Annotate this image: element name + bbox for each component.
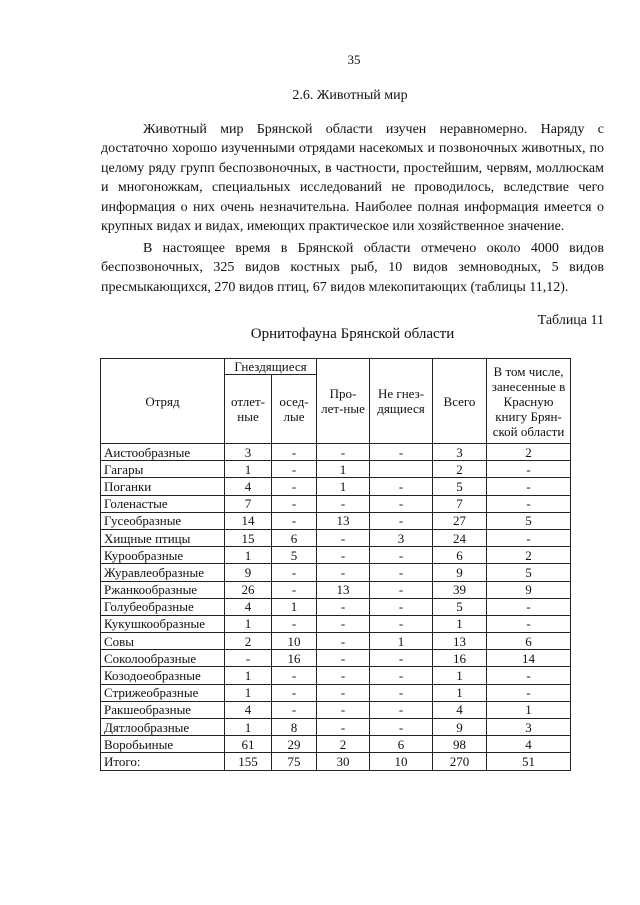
header-sedentary: осед-лые	[272, 375, 317, 444]
value-cell: -	[272, 667, 317, 684]
value-cell: 26	[225, 581, 272, 598]
value-cell: -	[317, 719, 370, 736]
value-cell: 3	[487, 719, 571, 736]
table-row	[101, 529, 571, 546]
table-row	[101, 547, 571, 564]
table-row	[101, 495, 571, 512]
value-cell: -	[487, 684, 571, 701]
value-cell: 1	[225, 719, 272, 736]
value-cell: -	[370, 650, 433, 667]
value-cell: 27	[433, 512, 487, 529]
value-cell: -	[370, 581, 433, 598]
value-cell: -	[272, 495, 317, 512]
value-cell: 4	[225, 598, 272, 615]
table-row	[101, 667, 571, 684]
value-cell: -	[272, 615, 317, 632]
value-cell	[370, 461, 433, 478]
value-cell: 6	[487, 633, 571, 650]
value-cell: 75	[272, 753, 317, 770]
value-cell: 8	[272, 719, 317, 736]
paragraph-text: Животный мир Брянской области изучен неравномерно. Наряду с достаточно хорошо изученными отрядами насекомых и позвоночных животных, по целому ряду групп беспозвоночных, в частности, простейшим, червям, моллюскам и многоножкам, специальных исследований не проводилось, вследствие чего информация о них очень незначительна. Наиболее полная информация имеется о крупных видах и видах, имеющих практическое или хозяйственное значение.	[101, 122, 604, 235]
value-cell: -	[370, 615, 433, 632]
value-cell: 4	[433, 701, 487, 718]
value-cell: 98	[433, 736, 487, 753]
value-cell: 1	[225, 684, 272, 701]
value-cell: 2	[225, 633, 272, 650]
order-name-cell: Гусеобразные	[101, 512, 225, 529]
value-cell: 10	[272, 633, 317, 650]
order-name-cell: Голубеобразные	[101, 598, 225, 615]
value-cell: -	[487, 461, 571, 478]
header-red-book: В том числе, занесенные в Красную книгу Брян-ской области	[487, 359, 571, 444]
table-row	[101, 650, 571, 667]
order-name-cell: Воробьиные	[101, 736, 225, 753]
value-cell: -	[487, 478, 571, 495]
value-cell: 4	[225, 701, 272, 718]
value-cell: 1	[272, 598, 317, 615]
value-cell: -	[272, 461, 317, 478]
order-name-cell: Гагары	[101, 461, 225, 478]
order-name-cell: Козодоеобразные	[101, 667, 225, 684]
order-name-cell: Курообразные	[101, 547, 225, 564]
value-cell: -	[317, 667, 370, 684]
table-row	[101, 478, 571, 495]
header-total: Всего	[433, 359, 487, 444]
value-cell: 1	[433, 615, 487, 632]
value-cell: -	[370, 478, 433, 495]
value-cell: 3	[225, 444, 272, 461]
value-cell: 1	[225, 667, 272, 684]
value-cell: 7	[433, 495, 487, 512]
value-cell: -	[317, 684, 370, 701]
value-cell: -	[487, 529, 571, 546]
value-cell: -	[272, 444, 317, 461]
value-cell: 1	[225, 461, 272, 478]
table-title: Орнитофауна Брянской области	[250, 326, 455, 342]
order-name-cell: Хищные птицы	[101, 529, 225, 546]
value-cell: 6	[370, 736, 433, 753]
order-name-cell: Ржанкообразные	[101, 581, 225, 598]
value-cell: 10	[370, 753, 433, 770]
value-cell: 1	[317, 461, 370, 478]
value-cell: -	[370, 598, 433, 615]
value-cell: 6	[433, 547, 487, 564]
value-cell: 4	[487, 736, 571, 753]
header-nesting-group: Гнездящиеся	[225, 359, 317, 375]
value-cell: 61	[225, 736, 272, 753]
value-cell: 1	[487, 701, 571, 718]
header-non-nesting: Не гнез-дящиеся	[370, 359, 433, 444]
value-cell: -	[317, 495, 370, 512]
table-row	[101, 719, 571, 736]
value-cell: -	[317, 615, 370, 632]
table-row	[101, 564, 571, 581]
value-cell: -	[272, 684, 317, 701]
value-cell: -	[317, 650, 370, 667]
value-cell: -	[487, 615, 571, 632]
value-cell: 5	[487, 564, 571, 581]
value-cell: -	[370, 564, 433, 581]
value-cell: 14	[487, 650, 571, 667]
value-cell: 9	[433, 564, 487, 581]
value-cell: -	[272, 564, 317, 581]
table-row	[101, 444, 571, 461]
order-name-cell: Журавлеобразные	[101, 564, 225, 581]
value-cell: 3	[370, 529, 433, 546]
value-cell: -	[317, 564, 370, 581]
value-cell: -	[370, 719, 433, 736]
value-cell: -	[272, 581, 317, 598]
value-cell: 24	[433, 529, 487, 546]
paragraph	[101, 120, 604, 236]
value-cell: -	[317, 529, 370, 546]
header-migratory: отлет-ные	[225, 375, 272, 444]
table-row	[101, 512, 571, 529]
value-cell: 39	[433, 581, 487, 598]
value-cell: -	[370, 684, 433, 701]
table-row	[101, 684, 571, 701]
table-row	[101, 581, 571, 598]
order-name-cell: Совы	[101, 633, 225, 650]
order-name-cell: Аистообразные	[101, 444, 225, 461]
table-number: Таблица 11	[537, 313, 604, 328]
table-row	[101, 701, 571, 718]
value-cell: -	[225, 650, 272, 667]
value-cell: 30	[317, 753, 370, 770]
value-cell: 9	[487, 581, 571, 598]
value-cell: -	[317, 444, 370, 461]
value-cell: -	[317, 598, 370, 615]
value-cell: 7	[225, 495, 272, 512]
order-name-cell: Поганки	[101, 478, 225, 495]
section-title: 2.6. Животный мир	[292, 88, 408, 103]
paragraph	[101, 239, 604, 297]
header-passage: Про-лет-ные	[317, 359, 370, 444]
value-cell: 16	[272, 650, 317, 667]
value-cell: 4	[225, 478, 272, 495]
order-name-cell: Стрижеобразные	[101, 684, 225, 701]
value-cell: -	[370, 701, 433, 718]
value-cell: -	[272, 512, 317, 529]
value-cell: -	[370, 495, 433, 512]
value-cell: 2	[487, 444, 571, 461]
value-cell: 15	[225, 529, 272, 546]
table-row	[101, 615, 571, 632]
value-cell: -	[487, 598, 571, 615]
value-cell: 5	[272, 547, 317, 564]
value-cell: 16	[433, 650, 487, 667]
table-body	[101, 444, 571, 771]
order-name-cell: Дятлообразные	[101, 719, 225, 736]
value-cell: -	[272, 701, 317, 718]
value-cell: -	[317, 701, 370, 718]
value-cell: -	[487, 667, 571, 684]
table-row	[101, 736, 571, 753]
value-cell: -	[272, 478, 317, 495]
order-name-cell: Голенастые	[101, 495, 225, 512]
value-cell: 2	[317, 736, 370, 753]
value-cell: 51	[487, 753, 571, 770]
value-cell: -	[317, 633, 370, 650]
value-cell: 1	[317, 478, 370, 495]
value-cell: -	[370, 512, 433, 529]
table-row	[101, 461, 571, 478]
order-name-cell: Ракшеобразные	[101, 701, 225, 718]
value-cell: 1	[433, 667, 487, 684]
value-cell: 2	[433, 461, 487, 478]
order-name-cell: Итого:	[101, 753, 225, 770]
order-name-cell: Соколообразные	[101, 650, 225, 667]
value-cell: 155	[225, 753, 272, 770]
value-cell: -	[487, 495, 571, 512]
value-cell: 9	[225, 564, 272, 581]
value-cell: 5	[433, 478, 487, 495]
table-row	[101, 598, 571, 615]
value-cell: 1	[370, 633, 433, 650]
value-cell: 5	[487, 512, 571, 529]
order-name-cell: Кукушкообразные	[101, 615, 225, 632]
value-cell: 29	[272, 736, 317, 753]
ornithofauna-table	[100, 358, 571, 771]
value-cell: 6	[272, 529, 317, 546]
table-row	[101, 633, 571, 650]
value-cell: 14	[225, 512, 272, 529]
value-cell: -	[370, 547, 433, 564]
value-cell: 1	[225, 615, 272, 632]
value-cell: 13	[317, 512, 370, 529]
value-cell: 1	[225, 547, 272, 564]
header-order: Отряд	[101, 359, 225, 444]
value-cell: -	[317, 547, 370, 564]
table-row	[101, 753, 571, 770]
value-cell: 270	[433, 753, 487, 770]
value-cell: 2	[487, 547, 571, 564]
value-cell: 5	[433, 598, 487, 615]
value-cell: -	[370, 667, 433, 684]
paragraph-text: В настоящее время в Брянской области отмечено около 4000 видов беспозвоночных, 325 видов костных рыб, 10 видов земноводных, 5 видов пресмыкающихся, 270 видов птиц, 67 видов млекопитающих (таблицы 11,12).	[101, 241, 604, 295]
value-cell: 1	[433, 684, 487, 701]
value-cell: 9	[433, 719, 487, 736]
value-cell: 13	[317, 581, 370, 598]
value-cell: 13	[433, 633, 487, 650]
page-number: 35	[347, 52, 361, 67]
value-cell: 3	[433, 444, 487, 461]
value-cell: -	[370, 444, 433, 461]
